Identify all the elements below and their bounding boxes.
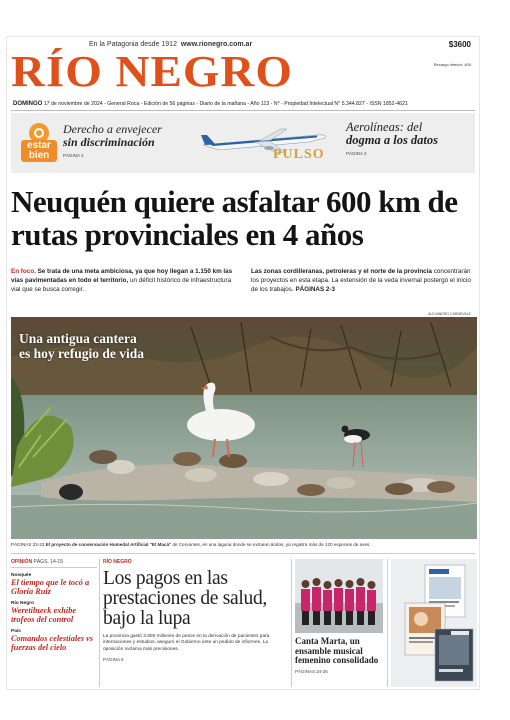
estar-bien-heart-icon <box>34 128 44 138</box>
promo-left-line2: sin discriminación <box>63 135 155 149</box>
column-divider <box>387 559 388 687</box>
estar-bien-wordmark: estar bien <box>21 140 57 162</box>
lead-deck-left <box>11 267 239 294</box>
opinion-author: Río Negro <box>11 601 34 606</box>
promo-left-page: PÁGINA 2 <box>63 153 84 158</box>
promo-bar <box>11 113 475 173</box>
magazine-covers[interactable] <box>391 559 477 687</box>
promo-right-page: PÁGINA 2 <box>346 151 367 156</box>
story-page: PÁGINA 6 <box>103 657 124 663</box>
caption-text: de Cervantes, en una laguna donde se extraían áridos, ya registra más de 120 especies de aves. <box>172 542 371 547</box>
lead-deck-right-bold: Las zonas cordilleranas, petroleras y el norte de la provincia <box>251 268 432 275</box>
opinion-author: Nosquée <box>11 573 32 578</box>
opinion-item[interactable] <box>11 629 97 652</box>
promo-left-title <box>63 123 193 149</box>
promo-left-line1: Derecho a envejecer <box>63 122 162 136</box>
newspaper-logo: RÍO NEGRO <box>11 47 293 97</box>
masthead-divider <box>11 110 475 111</box>
opinion-title: Weretilneck exhibe trofeos del control <box>11 606 77 624</box>
column-divider <box>99 559 100 687</box>
estar-bien-logo <box>21 123 55 167</box>
opinion-title: Comandos celestiales vs fuerzas del cielo <box>11 634 94 652</box>
photo-caption <box>11 542 477 547</box>
ensemble-image <box>295 559 383 633</box>
lead-headline[interactable]: Neuquén quiere asfaltar 600 km de rutas provinciales en 4 años <box>11 184 458 252</box>
photo-overlay-title <box>19 331 144 361</box>
story-headline: Los pagos en las prestaciones de salud, bajo la lupa <box>103 568 267 629</box>
promo-right-title <box>346 121 476 147</box>
lead-deck-right-text: concentrarán los proyectos en esta etapa. La extensión de la veda invernal postergó el inicio de los trabajos. <box>251 268 471 293</box>
opinion-author: País <box>11 629 21 634</box>
magazine-stack-image <box>391 559 477 687</box>
caption-pages: PÁGINAS 22-23 <box>11 542 45 547</box>
newspaper-front-page <box>6 36 480 690</box>
music-story-pages: PÁGINAS 24-26 <box>295 668 328 674</box>
website-link[interactable]: www.rionegro.com.ar <box>180 41 253 48</box>
dateline-details: 17 de noviembre de 2024 - General Roca - Edición de 56 páginas - Diario de la mañana - Año 113 - N° - Propiedad Intelectual N° 5.344.827 - ISSN 1852-4621 <box>43 101 408 107</box>
opinion-title: El tiempo que le tocó a Gloria Ruiz <box>11 578 90 596</box>
surcharge-note: Recargo interior: 400 <box>433 62 471 67</box>
tagline-text: En la Patagonia desde 1912 <box>89 41 177 48</box>
opinion-header <box>11 559 97 568</box>
dateline-day: DOMINGO <box>13 101 43 107</box>
opinion-column <box>11 559 97 652</box>
promo-right-line1: Aerolíneas: del <box>346 120 423 134</box>
photo-title-line1: Una antigua cantera <box>19 331 137 346</box>
opinion-pages: PÁGS. 14-15 <box>33 559 63 565</box>
lead-deck-left-text: un déficit histórico de infraestructura vial que se busca corregir. <box>11 277 232 293</box>
lead-kicker: En foco. <box>11 268 36 275</box>
dateline <box>13 101 408 107</box>
story-kicker: RÍO NEGRO <box>103 559 132 565</box>
promo-right-line2: dogma a los datos <box>346 133 439 147</box>
main-photo[interactable] <box>11 317 477 539</box>
photo-credit: ALEJANDRO CARNEVALE <box>428 312 471 316</box>
lead-deck-right-pages: PÁGINAS 2-3 <box>295 286 336 293</box>
music-story-headline: Canta Marta, un ensamble musical femenino consolidado <box>295 636 379 666</box>
story-body: La provincia gastó 3.900 millones de pesos en la derivación de pacientes para internaciones y estudios, aseguró el Gobierno ante un pedido de informes. La oposición reclama más precisiones. <box>103 634 270 652</box>
opinion-item[interactable] <box>11 573 97 596</box>
music-story[interactable] <box>295 559 383 674</box>
health-story[interactable] <box>103 559 287 662</box>
caption-bold: El proyecto de conservación Humedal Artificial "El Macá" <box>45 542 172 547</box>
pulso-brand: PULSO <box>273 147 325 162</box>
promo-left[interactable] <box>63 123 193 158</box>
ensemble-photo <box>295 559 383 633</box>
photo-title-line2: es hoy refugio de vida <box>19 346 145 361</box>
promo-right[interactable] <box>346 121 476 156</box>
opinion-label: OPINIÓN <box>11 559 33 565</box>
lead-deck-left-bold: Se trata de una meta ambiciosa, ya que hoy llegan a 1.150 km las vías pavimentadas en todo el territorio, <box>11 268 233 284</box>
opinion-item[interactable] <box>11 601 97 624</box>
column-divider <box>291 559 292 687</box>
lead-deck-right <box>251 267 479 294</box>
cover-price: $3600 <box>448 40 471 49</box>
section-divider <box>11 553 475 554</box>
